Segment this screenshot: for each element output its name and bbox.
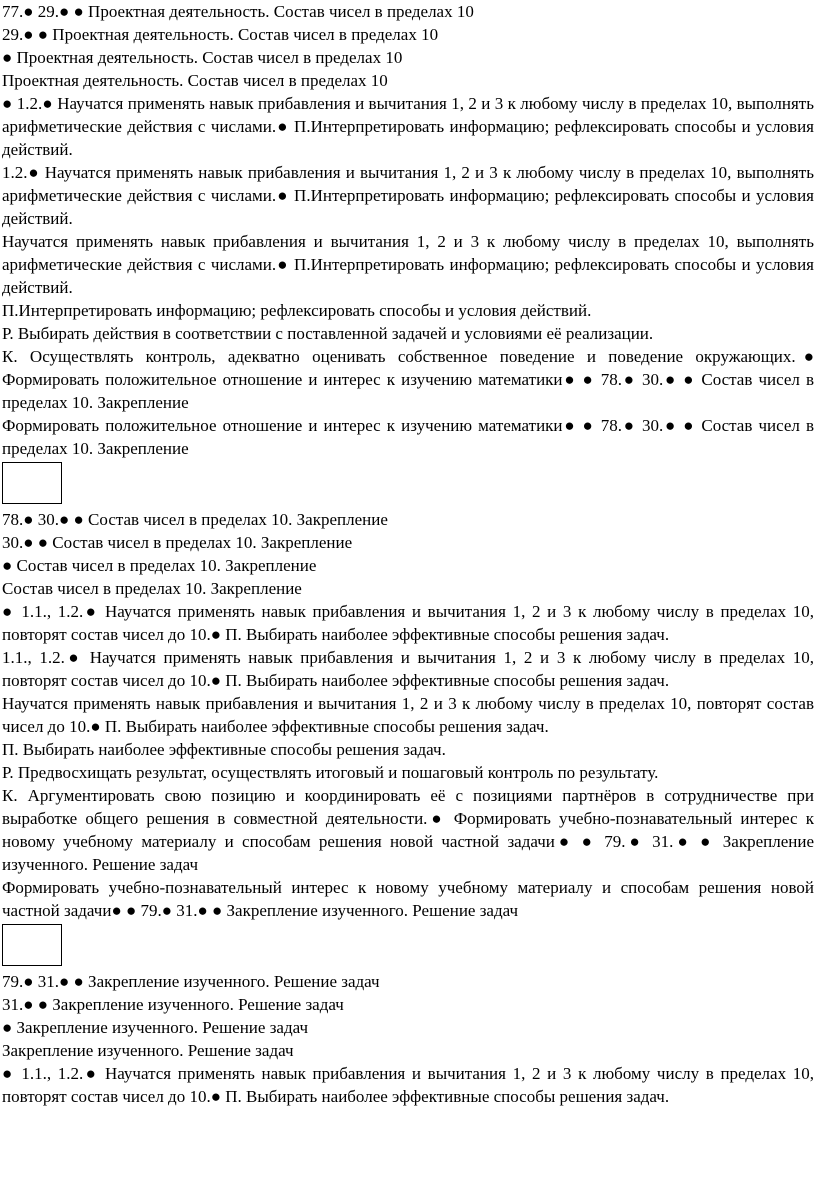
paragraph: Научатся применять навык прибавления и вычитания 1, 2 и 3 к любому числу в пределах 10, повторят состав чисел до 10.● П. Выбирать наиболее эффективные способы решения задач.	[2, 694, 814, 736]
paragraph: П. Выбирать наиболее эффективные способы решения задач.	[2, 740, 446, 759]
paragraph: П.Интерпретировать информацию; рефлексировать способы и условия действий.	[2, 301, 592, 320]
heading-line: Состав чисел в пределах 10. Закрепление	[2, 579, 302, 598]
paragraph: К. Аргументировать свою позицию и координировать её с позициями партнёров в сотрудничестве при выработке общего решения в совместной деятельности.● Формировать учебно-познавательный интерес к новому учебному материалу и способам решения новой частной задачи● ● 79.● 31.● ● Закрепление изученного. Решение задач	[2, 786, 814, 874]
heading-line: Закрепление изученного. Решение задач	[2, 1041, 294, 1060]
heading-line: 77.● 29.● ● Проектная деятельность. Состав чисел в пределах 10	[2, 2, 474, 21]
paragraph: ● 1.2.● Научатся применять навык прибавления и вычитания 1, 2 и 3 к любому числу в пределах 10, выполнять арифметические действия с числами.● П.Интерпретировать информацию; рефлексировать способы и условия действий.	[2, 94, 814, 159]
heading-line: 78.● 30.● ● Состав чисел в пределах 10. Закрепление	[2, 510, 388, 529]
paragraph: 1.2.● Научатся применять навык прибавления и вычитания 1, 2 и 3 к любому числу в пределах 10, выполнять арифметические действия с числами.● П.Интерпретировать информацию; рефлексировать способы и условия действий.	[2, 163, 814, 228]
empty-cell-box	[2, 462, 62, 504]
heading-line: 29.● ● Проектная деятельность. Состав чисел в пределах 10	[2, 25, 439, 44]
empty-cell-box	[2, 924, 62, 966]
paragraph: Формировать положительное отношение и интерес к изучению математики● ● 78.● 30.● ● Состав чисел в пределах 10. Закрепление	[2, 416, 814, 458]
heading-line: ● Состав чисел в пределах 10. Закрепление	[2, 556, 317, 575]
paragraph: Р. Выбирать действия в соответствии с поставленной задачей и условиями её реализации.	[2, 324, 654, 343]
paragraph: Р. Предвосхищать результат, осуществлять итоговый и пошаговый контроль по результату.	[2, 763, 659, 782]
heading-line: ● Проектная деятельность. Состав чисел в пределах 10	[2, 48, 403, 67]
paragraph: ● 1.1., 1.2.● Научатся применять навык прибавления и вычитания 1, 2 и 3 к любому числу в пределах 10, повторят состав чисел до 10.● П. Выбирать наиболее эффективные способы решения задач.	[2, 1064, 814, 1106]
paragraph: ● 1.1., 1.2.● Научатся применять навык прибавления и вычитания 1, 2 и 3 к любому числу в пределах 10, повторят состав чисел до 10.● П. Выбирать наиболее эффективные способы решения задач.	[2, 602, 814, 644]
paragraph: Формировать учебно-познавательный интерес к новому учебному материалу и способам решения новой частной задачи● ● 79.● 31.● ● Закрепление изученного. Решение задач	[2, 878, 814, 920]
heading-line: Проектная деятельность. Состав чисел в пределах 10	[2, 71, 388, 90]
paragraph: 1.1., 1.2.● Научатся применять навык прибавления и вычитания 1, 2 и 3 к любому числу в пределах 10, повторят состав чисел до 10.● П. Выбирать наиболее эффективные способы решения задач.	[2, 648, 814, 690]
heading-line: 31.● ● Закрепление изученного. Решение задач	[2, 995, 344, 1014]
heading-line: 30.● ● Состав чисел в пределах 10. Закрепление	[2, 533, 353, 552]
heading-line: 79.● 31.● ● Закрепление изученного. Решение задач	[2, 972, 380, 991]
heading-line: ● Закрепление изученного. Решение задач	[2, 1018, 309, 1037]
paragraph: Научатся применять навык прибавления и вычитания 1, 2 и 3 к любому числу в пределах 10, выполнять арифметические действия с числами.● П.Интерпретировать информацию; рефлексировать способы и условия действий.	[2, 232, 814, 297]
paragraph: К. Осуществлять контроль, адекватно оценивать собственное поведение и поведение окружающих.● Формировать положительное отношение и интерес к изучению математики● ● 78.● 30.● ● Состав чисел в пределах 10. Закрепление	[2, 347, 814, 412]
